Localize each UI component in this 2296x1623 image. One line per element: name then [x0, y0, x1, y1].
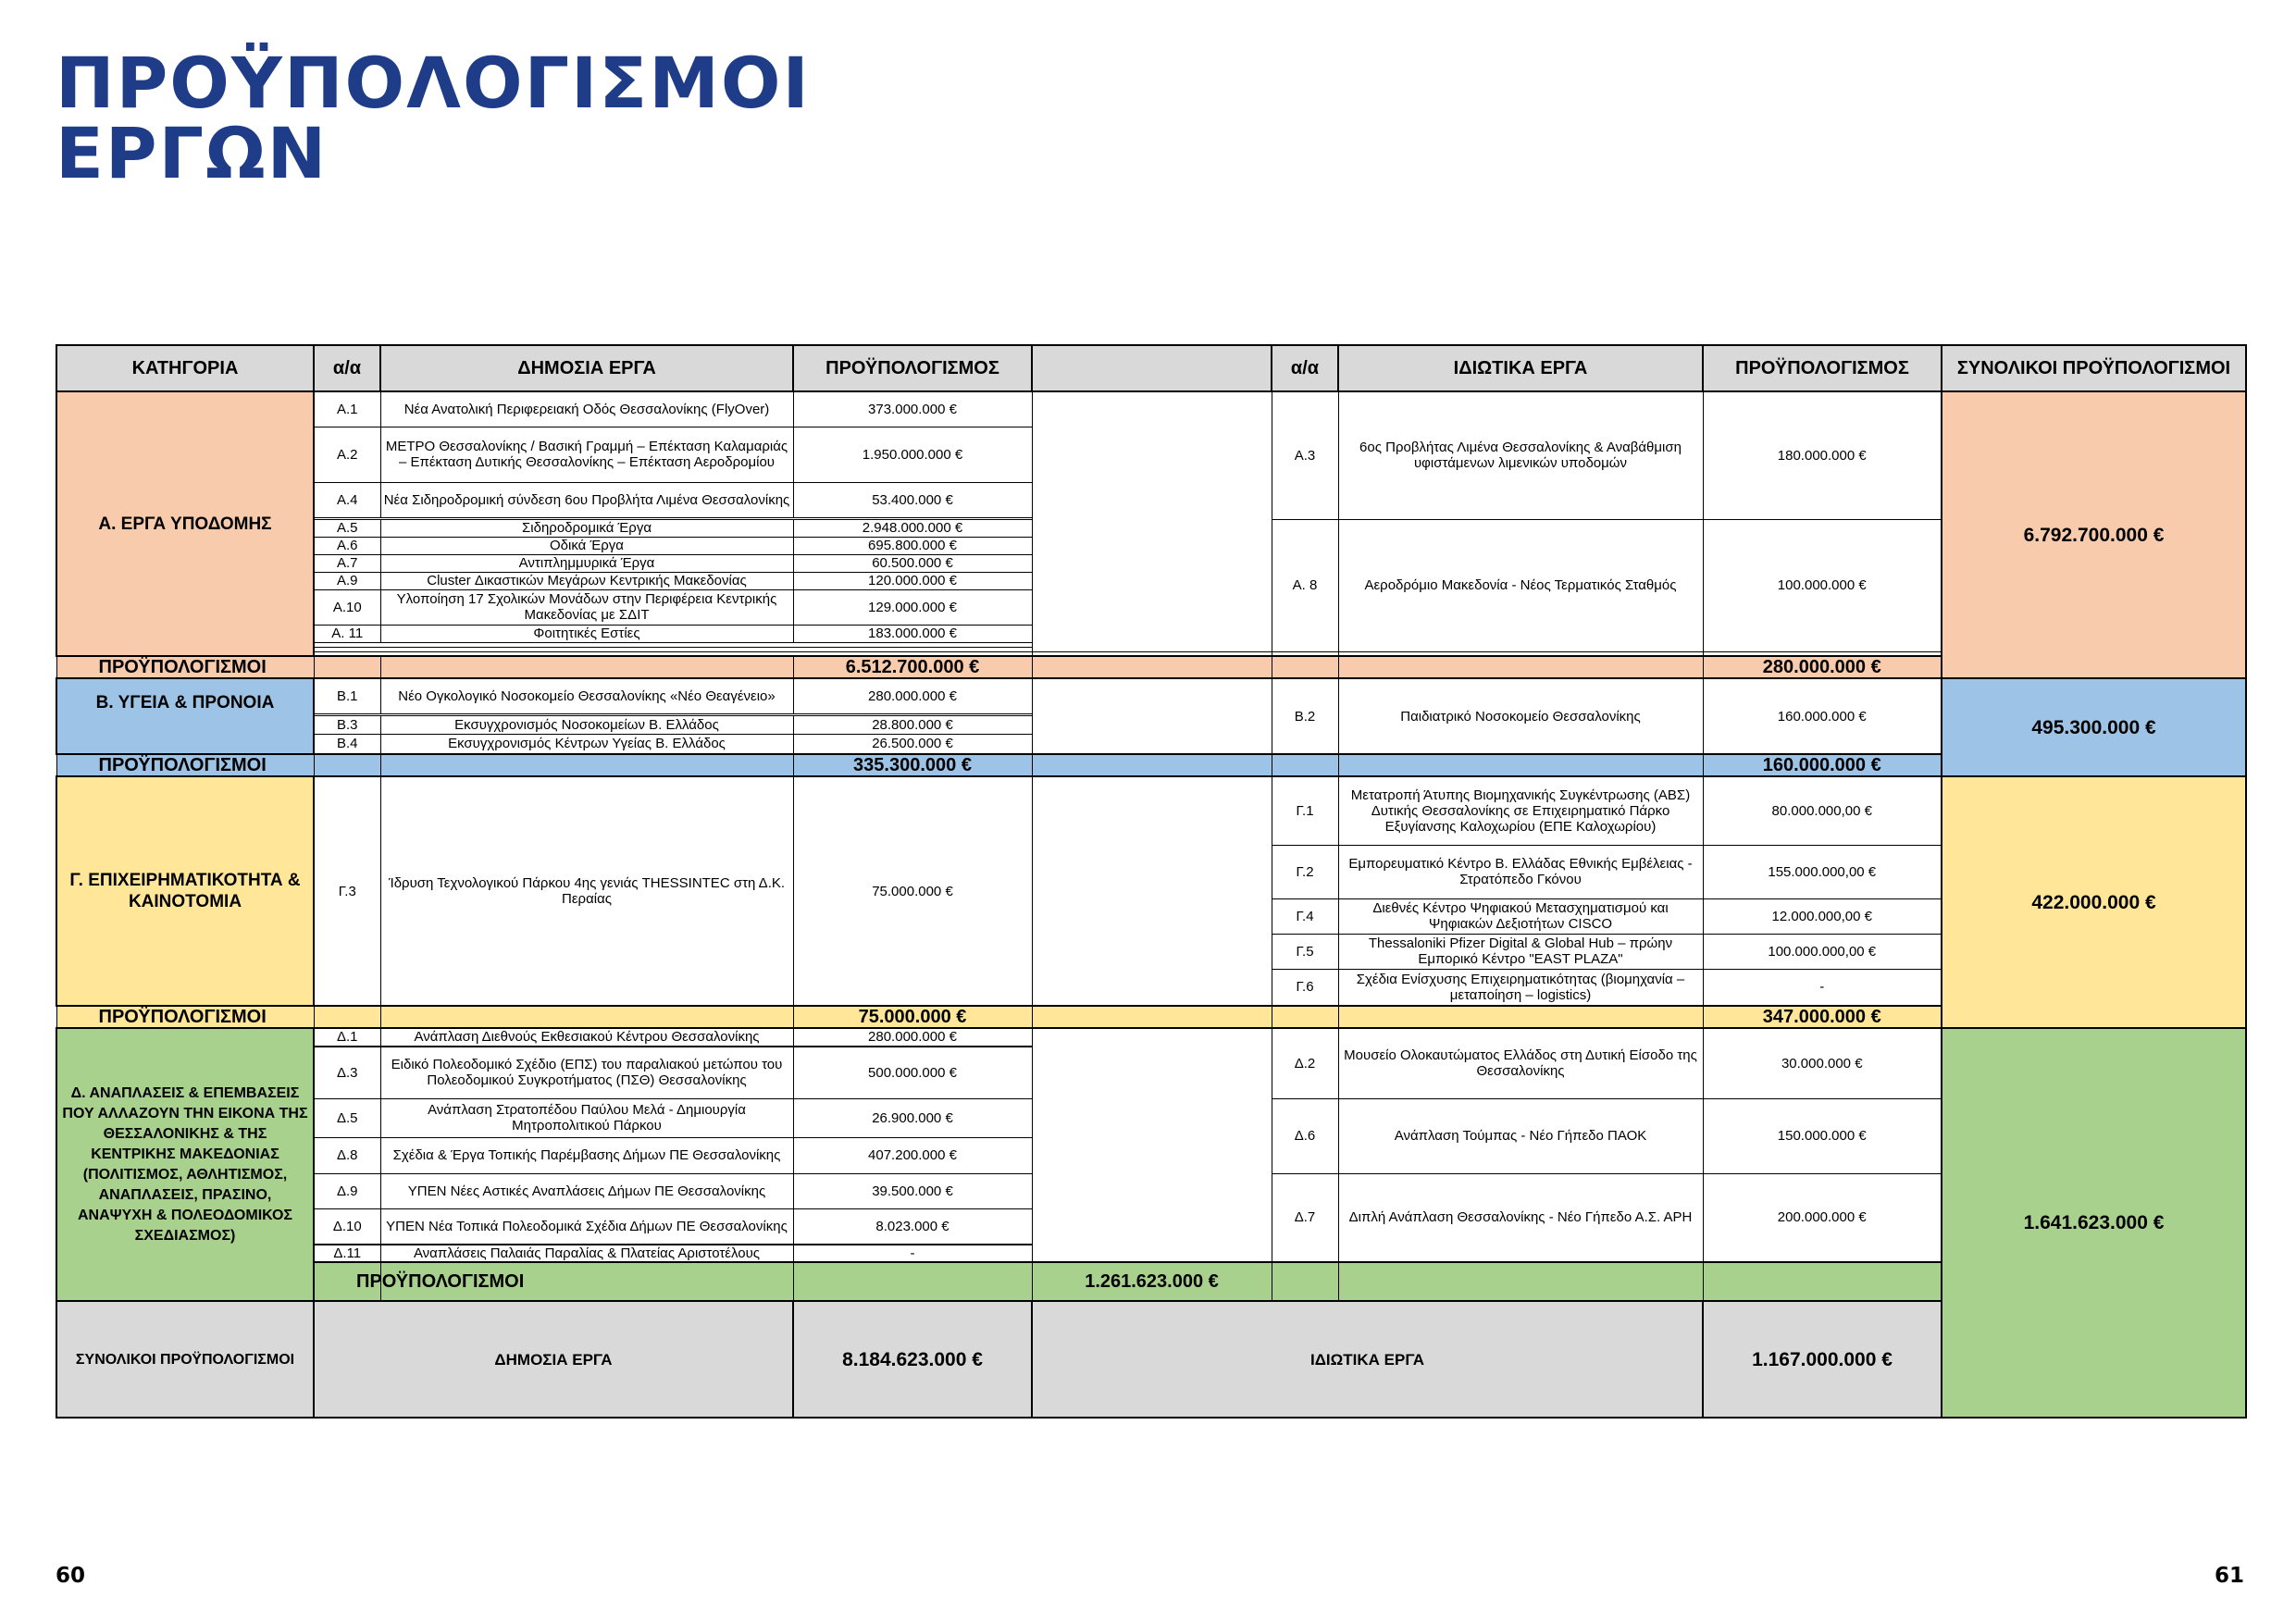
subtotal-label: ΠΡΟΫΠΟΛΟΓΙΣΜΟΙ — [56, 1006, 314, 1028]
category-b-label: Β. ΥΓΕΙΑ & ΠΡΟΝΟΙΑ — [56, 678, 314, 754]
row-id: Γ.2 — [1272, 845, 1338, 898]
row-budget: 155.000.000,00 € — [1703, 845, 1942, 898]
row-name: Cluster Δικαστικών Μεγάρων Κεντρικής Μακεδονίας — [380, 572, 793, 589]
row-budget: 373.000.000 € — [793, 391, 1032, 427]
public-spacer-d — [1032, 1028, 1272, 1262]
row-name: Ειδικό Πολεοδομικό Σχέδιο (ΕΠΣ) του παραλιακού μετώπου του Πολεοδομικού Συγκροτήματος (ΠΣΘ) Θεσσαλονίκης — [380, 1047, 793, 1098]
row-id: Δ.9 — [314, 1173, 380, 1208]
row-id: Δ.5 — [314, 1098, 380, 1137]
category-b-total: 495.300.000 € — [1942, 678, 2246, 776]
category-a-label: Α. ΕΡΓΑ ΥΠΟΔΟΜΗΣ — [56, 391, 314, 656]
row-budget: 180.000.000 € — [1703, 391, 1942, 519]
row-id: Γ.3 — [314, 776, 380, 1006]
row-budget: 160.000.000 € — [1703, 678, 1942, 754]
row-id: Β.1 — [314, 678, 380, 713]
row-budget: 200.000.000 € — [1703, 1173, 1942, 1262]
row-id: Α.2 — [314, 427, 380, 482]
row-id: Α. 8 — [1272, 519, 1338, 651]
totals-private-value: 1.167.000.000 € — [1703, 1301, 1942, 1418]
row-name: Διεθνές Κέντρο Ψηφιακού Μετασχηματισμού και Ψηφιακών Δεξιοτήτων CISCO — [1338, 898, 1703, 934]
budget-table — [56, 344, 2247, 1419]
category-g-total: 422.000.000 € — [1942, 776, 2246, 1028]
header-aa-public: α/α — [314, 345, 380, 391]
public-spacer-a — [1032, 391, 1272, 651]
header-private-works: ΙΔΙΩΤΙΚΑ ΕΡΓΑ — [1338, 345, 1703, 391]
header-total: ΣΥΝΟΛΙΚΟΙ ΠΡΟΫΠΟΛΟΓΙΣΜΟΙ — [1942, 345, 2246, 391]
row-budget: 80.000.000,00 € — [1703, 776, 1942, 845]
row-id: Γ.4 — [1272, 898, 1338, 934]
public-subtotal: 75.000.000 € — [793, 1006, 1032, 1028]
public-subtotal: 6.512.700.000 € — [793, 656, 1032, 678]
title-line-1: ΠΡΟΫΠΟΛΟΓΙΣΜΟΙ — [56, 42, 811, 124]
row-name: Αεροδρόμιο Μακεδονία - Νέος Τερματικός Σταθμός — [1338, 519, 1703, 651]
row-name: Υλοποίηση 17 Σχολικών Μονάδων στην Περιφέρεια Κεντρικής Μακεδονίας με ΣΔΙΤ — [380, 589, 793, 625]
table-row — [56, 391, 2246, 427]
row-budget: 2.948.000.000 € — [793, 519, 1032, 537]
row-name: Φοιτητικές Εστίες — [380, 625, 793, 642]
row-name: Ανάπλαση Στρατοπέδου Παύλου Μελά - Δημιουργία Μητροπολιτικού Πάρκου — [380, 1098, 793, 1137]
public-subtotal: 335.300.000 € — [793, 754, 1032, 776]
subtotal-row-a — [56, 656, 2246, 678]
row-name: Thessaloniki Pfizer Digital & Global Hub – πρώην Εμπορικό Κέντρο "EAST PLAZA" — [1338, 934, 1703, 969]
row-name: Οδικά Έργα — [380, 537, 793, 554]
row-name: Ίδρυση Τεχνολογικού Πάρκου 4ης γενιάς THESSINTEC στη Δ.Κ. Περαίας — [380, 776, 793, 1006]
row-id: Α.1 — [314, 391, 380, 427]
row-budget: 100.000.000 € — [1703, 519, 1942, 651]
row-budget: 129.000.000 € — [793, 589, 1032, 625]
row-name: Μουσείο Ολοκαυτώματος Ελλάδος στη Δυτική Είσοδο της Θεσσαλονίκης — [1338, 1028, 1703, 1098]
totals-row — [56, 1301, 2246, 1418]
header-budget-private: ΠΡΟΫΠΟΛΟΓΙΣΜΟΣ — [1703, 345, 1942, 391]
row-name: Διπλή Ανάπλαση Θεσσαλονίκης - Νέο Γήπεδο Α.Σ. ΑΡΗ — [1338, 1173, 1703, 1262]
row-id: Β.3 — [314, 715, 380, 734]
header-row — [56, 345, 2246, 391]
category-g-label: Γ. ΕΠΙΧΕΙΡΗΜΑΤΙΚΟΤΗΤΑ & ΚΑΙΝΟΤΟΜΙΑ — [56, 776, 314, 1006]
row-budget: 28.800.000 € — [793, 715, 1032, 734]
row-name: Παιδιατρικό Νοσοκομείο Θεσσαλονίκης — [1338, 678, 1703, 754]
row-budget: 100.000.000,00 € — [1703, 934, 1942, 969]
page-number-right: 61 — [2214, 1564, 2244, 1588]
row-name: Ανάπλαση Διεθνούς Εκθεσιακού Κέντρου Θεσσαλονίκης — [380, 1028, 793, 1046]
row-id: Β.2 — [1272, 678, 1338, 754]
totals-label: ΣΥΝΟΛΙΚΟΙ ΠΡΟΫΠΟΛΟΓΙΣΜΟΙ — [56, 1301, 314, 1418]
page-title — [56, 42, 811, 194]
row-budget: 500.000.000 € — [793, 1047, 1032, 1098]
row-id: Γ.5 — [1272, 934, 1338, 969]
row-budget: 1.950.000.000 € — [793, 427, 1032, 482]
row-id: Δ.2 — [1272, 1028, 1338, 1098]
row-id: Α.9 — [314, 572, 380, 589]
row-budget: 183.000.000 € — [793, 625, 1032, 642]
private-subtotal: 280.000.000 € — [1703, 656, 1942, 678]
row-id: Δ.1 — [314, 1028, 380, 1046]
row-id: Δ.3 — [314, 1047, 380, 1098]
header-aa-private: α/α — [1272, 345, 1338, 391]
row-id: Α.10 — [314, 589, 380, 625]
row-name: Αντιπλημμυρικά Έργα — [380, 554, 793, 572]
row-id: Γ.6 — [1272, 969, 1338, 1006]
category-a-total: 6.792.700.000 € — [1942, 391, 2246, 678]
header-category: ΚΑΤΗΓΟΡΙΑ — [56, 345, 314, 391]
row-id: Δ.7 — [1272, 1173, 1338, 1262]
title-line-2: ΕΡΓΩΝ — [56, 112, 329, 194]
row-budget: 12.000.000,00 € — [1703, 898, 1942, 934]
row-budget: 8.023.000 € — [793, 1208, 1032, 1244]
header-spacer — [1032, 345, 1272, 391]
subtotal-row-g — [56, 1006, 2246, 1028]
table-row — [56, 776, 2246, 845]
row-name: Σχέδια Ενίσχυσης Επιχειρηματικότητας (βιομηχανία – μεταποίηση – logistics) — [1338, 969, 1703, 1006]
row-budget: 150.000.000 € — [1703, 1098, 1942, 1173]
row-name: Νέα Σιδηροδρομική σύνδεση 6ου Προβλήτα Λιμένα Θεσσαλονίκης — [380, 482, 793, 517]
row-budget: 30.000.000 € — [1703, 1028, 1942, 1098]
row-budget: 26.500.000 € — [793, 734, 1032, 754]
private-subtotal: 160.000.000 € — [1703, 754, 1942, 776]
row-id: Δ.11 — [314, 1245, 380, 1262]
row-id: Γ.1 — [1272, 776, 1338, 845]
header-budget-public: ΠΡΟΫΠΟΛΟΓΙΣΜΟΣ — [793, 345, 1032, 391]
totals-private-label: ΙΔΙΩΤΙΚΑ ΕΡΓΑ — [1032, 1301, 1703, 1418]
row-id: Α.7 — [314, 554, 380, 572]
public-spacer-g — [1032, 776, 1272, 1006]
subtotal-label: ΠΡΟΫΠΟΛΟΓΙΣΜΟΙ — [56, 656, 314, 678]
row-name: Σχέδια & Έργα Τοπικής Παρέμβασης Δήμων ΠΕ Θεσσαλονίκης — [380, 1137, 793, 1173]
row-budget: 75.000.000 € — [793, 776, 1032, 1006]
subtotal-row-d — [56, 1262, 2246, 1301]
row-name: Νέο Ογκολογικό Νοσοκομείο Θεσσαλονίκης «Νέο Θεαγένειο» — [380, 678, 793, 713]
public-spacer-b — [1032, 678, 1272, 754]
row-id: Α.3 — [1272, 391, 1338, 519]
row-name: ΥΠΕΝ Νέες Αστικές Αναπλάσεις Δήμων ΠΕ Θεσσαλονίκης — [380, 1173, 793, 1208]
row-budget: - — [1703, 969, 1942, 1006]
private-subtotal: 347.000.000 € — [1703, 1006, 1942, 1028]
row-name: 6ος Προβλήτας Λιμένα Θεσσαλονίκης & Αναβάθμιση υφιστάμενων λιμενικών υποδομών — [1338, 391, 1703, 519]
row-id: Δ.8 — [314, 1137, 380, 1173]
row-budget: 53.400.000 € — [793, 482, 1032, 517]
category-d-total: 1.641.623.000 € — [1942, 1028, 2246, 1418]
row-name: Σιδηροδρομικά Έργα — [380, 519, 793, 537]
totals-public-label: ΔΗΜΟΣΙΑ ΕΡΓΑ — [314, 1301, 793, 1418]
row-budget: 280.000.000 € — [793, 1028, 1032, 1046]
row-name: Μετατροπή Άτυπης Βιομηχανικής Συγκέντρωσης (ΑΒΣ) Δυτικής Θεσσαλονίκης σε Επιχειρηματικό Πάρκο Εξυγίανσης Καλοχωρίου (ΕΠΕ Καλοχωρίου) — [1338, 776, 1703, 845]
row-budget: 280.000.000 € — [793, 678, 1032, 713]
row-name: Αναπλάσεις Παλαιάς Παραλίας & Πλατείας Αριστοτέλους — [380, 1245, 793, 1262]
category-d-label: Δ. ΑΝΑΠΛΑΣΕΙΣ & ΕΠΕΜΒΑΣΕΙΣ ΠΟΥ ΑΛΛΑΖΟΥΝ ΤΗΝ ΕΙΚΟΝΑ ΤΗΣ ΘΕΣΣΑΛΟΝΙΚΗΣ & ΤΗΣ ΚΕΝΤΡΙΚΗΣ ΜΑΚΕΔΟΝΙΑΣ (ΠΟΛΙΤΙΣΜΟΣ, ΑΘΛΗΤΙΣΜΟΣ, ΑΝΑΠΛΑΣΕΙΣ, ΠΡΑΣΙΝΟ, ΑΝΑΨΥΧΗ & ΠΟΛΕΟΔΟΜΙΚΟΣ ΣΧΕΔΙΑΣΜΟΣ) — [56, 1028, 314, 1301]
row-id: Α. 11 — [314, 625, 380, 642]
row-budget: 60.500.000 € — [793, 554, 1032, 572]
totals-public-value: 8.184.623.000 € — [793, 1301, 1032, 1418]
row-id: Α.4 — [314, 482, 380, 517]
row-budget: 407.200.000 € — [793, 1137, 1032, 1173]
row-name: Νέα Ανατολική Περιφερειακή Οδός Θεσσαλονίκης (FlyOver) — [380, 391, 793, 427]
row-budget: 695.800.000 € — [793, 537, 1032, 554]
table-row — [56, 678, 2246, 713]
row-id: Β.4 — [314, 734, 380, 754]
table-row — [56, 1028, 2246, 1046]
row-name: Εκσυγχρονισμός Νοσοκομείων Β. Ελλάδος — [380, 715, 793, 734]
header-public-works: ΔΗΜΟΣΙΑ ΕΡΓΑ — [380, 345, 793, 391]
row-budget: 39.500.000 € — [793, 1173, 1032, 1208]
row-id: Δ.10 — [314, 1208, 380, 1244]
row-name: Εκσυγχρονισμός Κέντρων Υγείας Β. Ελλάδος — [380, 734, 793, 754]
row-name: Εμπορευματικό Κέντρο Β. Ελλάδας Εθνικής Εμβέλειας - Στρατόπεδο Γκόνου — [1338, 845, 1703, 898]
subtotal-label: ΠΡΟΫΠΟΛΟΓΙΣΜΟΙ — [314, 1262, 380, 1301]
row-id: Α.5 — [314, 519, 380, 537]
row-id: Δ.6 — [1272, 1098, 1338, 1173]
page-number-left: 60 — [56, 1564, 86, 1588]
row-budget: - — [793, 1245, 1032, 1262]
row-name: ΥΠΕΝ Νέα Τοπικά Πολεοδομικά Σχέδια Δήμων ΠΕ Θεσσαλονίκης — [380, 1208, 793, 1244]
subtotal-row-b — [56, 754, 2246, 776]
row-budget: 120.000.000 € — [793, 572, 1032, 589]
row-budget: 26.900.000 € — [793, 1098, 1032, 1137]
row-name: Ανάπλαση Τούμπας - Νέο Γήπεδο ΠΑΟΚ — [1338, 1098, 1703, 1173]
subtotal-label: ΠΡΟΫΠΟΛΟΓΙΣΜΟΙ — [56, 754, 314, 776]
public-subtotal: 1.261.623.000 € — [1032, 1262, 1272, 1301]
row-id: Α.6 — [314, 537, 380, 554]
row-name: ΜΕΤΡΟ Θεσσαλονίκης / Βασική Γραμμή – Επέκταση Καλαμαριάς – Επέκταση Δυτικής Θεσσαλονίκης – Επέκταση Αεροδρομίου — [380, 427, 793, 482]
